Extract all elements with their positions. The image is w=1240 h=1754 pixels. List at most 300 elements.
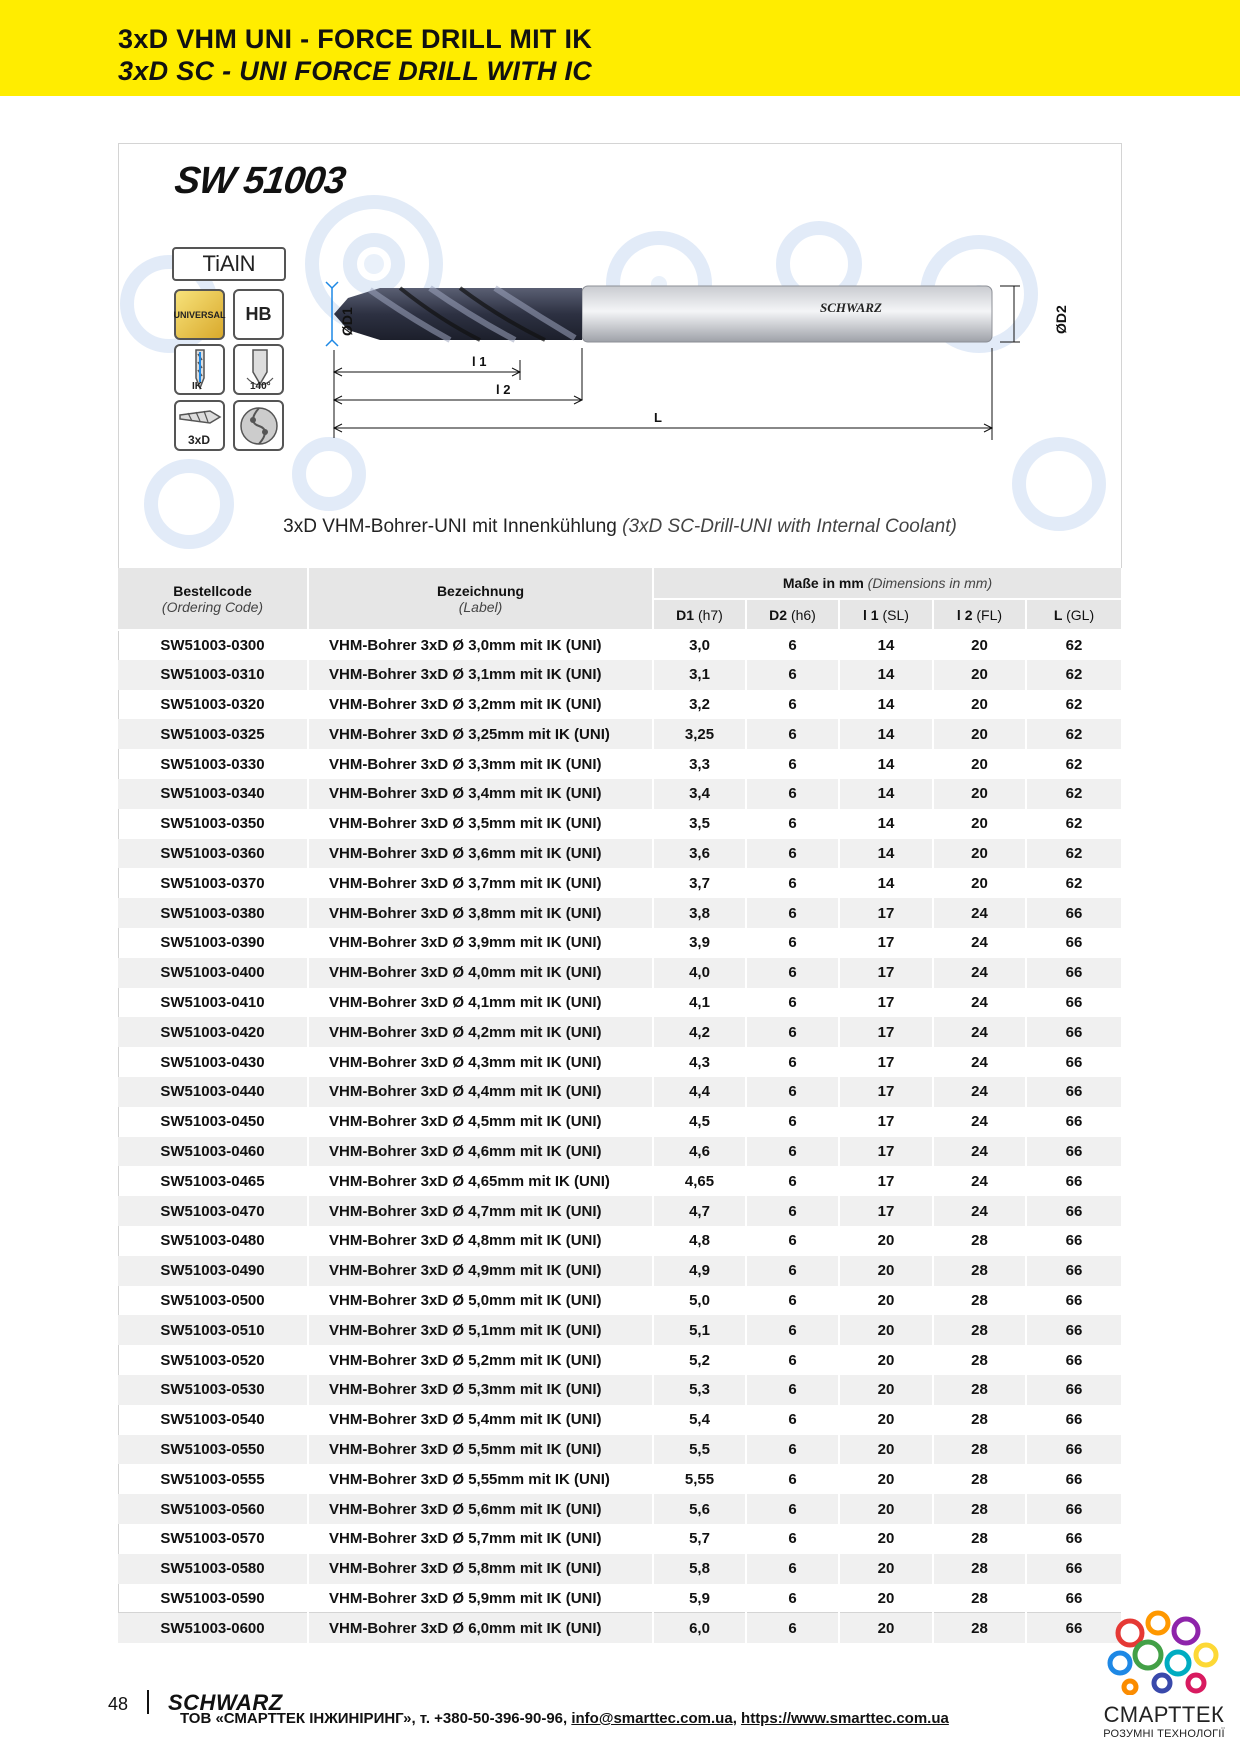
cell-l2: 20 — [933, 839, 1026, 869]
cell-l1: 14 — [839, 719, 933, 749]
cell-d2: 6 — [746, 1435, 839, 1465]
cell-l1: 20 — [839, 1345, 933, 1375]
cell-l: 66 — [1026, 1464, 1122, 1494]
cell-label: VHM-Bohrer 3xD Ø 4,3mm mit IK (UNI) — [308, 1047, 653, 1077]
cell-d1: 5,3 — [653, 1375, 746, 1405]
cell-d1: 4,5 — [653, 1107, 746, 1137]
table-row — [118, 1584, 1122, 1614]
cell-l1: 20 — [839, 1464, 933, 1494]
cell-d2: 6 — [746, 988, 839, 1018]
cell-d1: 3,9 — [653, 928, 746, 958]
cell-d1: 3,1 — [653, 660, 746, 690]
email-link[interactable]: info@smarttec.com.ua — [571, 1710, 733, 1727]
l1-label: l 1 — [472, 354, 487, 369]
cell-code: SW51003-0440 — [118, 1077, 308, 1107]
cell-l1: 14 — [839, 690, 933, 720]
cell-d2: 6 — [746, 1315, 839, 1345]
cell-label: VHM-Bohrer 3xD Ø 5,1mm mit IK (UNI) — [308, 1315, 653, 1345]
cell-l1: 17 — [839, 1166, 933, 1196]
cell-label: VHM-Bohrer 3xD Ø 4,5mm mit IK (UNI) — [308, 1107, 653, 1137]
cell-l: 66 — [1026, 1524, 1122, 1554]
cell-label: VHM-Bohrer 3xD Ø 3,3mm mit IK (UNI) — [308, 749, 653, 779]
cell-d2: 6 — [746, 898, 839, 928]
cell-l1: 20 — [839, 1256, 933, 1286]
cell-l1: 17 — [839, 1047, 933, 1077]
cell-d2: 6 — [746, 1107, 839, 1137]
cell-d2: 6 — [746, 1286, 839, 1316]
page-number: 48 — [108, 1694, 129, 1714]
table-row — [118, 1613, 1122, 1643]
cell-d1: 3,5 — [653, 809, 746, 839]
cell-label: VHM-Bohrer 3xD Ø 3,8mm mit IK (UNI) — [308, 898, 653, 928]
cell-label: VHM-Bohrer 3xD Ø 5,8mm mit IK (UNI) — [308, 1554, 653, 1584]
cell-l: 66 — [1026, 1077, 1122, 1107]
table-row — [118, 1017, 1122, 1047]
column-group-dimensions: Maße in mm (Dimensions in mm) — [653, 568, 1122, 599]
cell-label: VHM-Bohrer 3xD Ø 3,25mm mit IK (UNI) — [308, 719, 653, 749]
cell-l1: 20 — [839, 1494, 933, 1524]
cell-l2: 24 — [933, 898, 1026, 928]
cell-d2: 6 — [746, 779, 839, 809]
cell-l1: 20 — [839, 1435, 933, 1465]
cell-l2: 20 — [933, 809, 1026, 839]
cell-d2: 6 — [746, 1047, 839, 1077]
table-row — [118, 1196, 1122, 1226]
cell-code: SW51003-0380 — [118, 898, 308, 928]
cell-l1: 20 — [839, 1286, 933, 1316]
column-header-l: L (GL) — [1026, 599, 1122, 630]
cell-l: 66 — [1026, 1435, 1122, 1465]
cell-l2: 20 — [933, 660, 1026, 690]
cell-label: VHM-Bohrer 3xD Ø 3,9mm mit IK (UNI) — [308, 928, 653, 958]
cell-d1: 4,1 — [653, 988, 746, 1018]
table-row — [118, 660, 1122, 690]
cell-label: VHM-Bohrer 3xD Ø 5,6mm mit IK (UNI) — [308, 1494, 653, 1524]
cell-l2: 20 — [933, 868, 1026, 898]
page-title-en: 3xD SC - UNI FORCE DRILL WITH IC — [118, 56, 593, 86]
cell-code: SW51003-0555 — [118, 1464, 308, 1494]
table-row — [118, 719, 1122, 749]
cell-code: SW51003-0325 — [118, 719, 308, 749]
cell-label: VHM-Bohrer 3xD Ø 4,6mm mit IK (UNI) — [308, 1137, 653, 1167]
cell-label: VHM-Bohrer 3xD Ø 4,1mm mit IK (UNI) — [308, 988, 653, 1018]
cell-d1: 5,5 — [653, 1435, 746, 1465]
cell-label: VHM-Bohrer 3xD Ø 3,1mm mit IK (UNI) — [308, 660, 653, 690]
l-label: L — [654, 410, 662, 425]
cell-l1: 20 — [839, 1315, 933, 1345]
cell-l: 66 — [1026, 1613, 1122, 1643]
table-row — [118, 898, 1122, 928]
cross-section-icon — [233, 400, 284, 451]
cell-l: 62 — [1026, 660, 1122, 690]
l2-label: l 2 — [496, 382, 511, 397]
cell-l: 66 — [1026, 1196, 1122, 1226]
cell-code: SW51003-0580 — [118, 1554, 308, 1584]
cell-code: SW51003-0430 — [118, 1047, 308, 1077]
hardness-label: HB — [245, 304, 272, 324]
cell-l: 66 — [1026, 898, 1122, 928]
cell-l: 66 — [1026, 1494, 1122, 1524]
cell-code: SW51003-0450 — [118, 1107, 308, 1137]
cell-l2: 20 — [933, 719, 1026, 749]
cell-d2: 6 — [746, 1613, 839, 1643]
table-body — [118, 630, 1122, 1643]
cell-l2: 24 — [933, 928, 1026, 958]
cell-l: 62 — [1026, 868, 1122, 898]
cell-code: SW51003-0410 — [118, 988, 308, 1018]
contact-separator: , — [732, 1710, 742, 1727]
cell-d2: 6 — [746, 868, 839, 898]
cell-label: VHM-Bohrer 3xD Ø 5,2mm mit IK (UNI) — [308, 1345, 653, 1375]
cell-d2: 6 — [746, 928, 839, 958]
cell-code: SW51003-0300 — [118, 630, 308, 660]
cell-code: SW51003-0400 — [118, 958, 308, 988]
cell-l2: 24 — [933, 1137, 1026, 1167]
cell-l2: 28 — [933, 1494, 1026, 1524]
d2-label: ØD2 — [1053, 305, 1069, 334]
cell-d2: 6 — [746, 809, 839, 839]
cell-d1: 5,55 — [653, 1464, 746, 1494]
cell-label: VHM-Bohrer 3xD Ø 5,7mm mit IK (UNI) — [308, 1524, 653, 1554]
table-row — [118, 749, 1122, 779]
column-header-label: Bezeichnung (Label) — [308, 568, 653, 630]
cell-l: 62 — [1026, 690, 1122, 720]
cell-d1: 5,7 — [653, 1524, 746, 1554]
cell-l1: 14 — [839, 809, 933, 839]
cell-d2: 6 — [746, 690, 839, 720]
cell-d1: 3,4 — [653, 779, 746, 809]
cell-code: SW51003-0330 — [118, 749, 308, 779]
table-row — [118, 809, 1122, 839]
cell-l1: 17 — [839, 958, 933, 988]
shank-brand: SCHWARZ — [820, 300, 882, 315]
table-row — [118, 1524, 1122, 1554]
cell-d2: 6 — [746, 1584, 839, 1614]
cell-l1: 20 — [839, 1226, 933, 1256]
cell-label: VHM-Bohrer 3xD Ø 4,65mm mit IK (UNI) — [308, 1166, 653, 1196]
cell-l1: 20 — [839, 1584, 933, 1614]
table-row — [118, 1047, 1122, 1077]
footer-contact — [180, 1710, 949, 1727]
cell-label: VHM-Bohrer 3xD Ø 4,8mm mit IK (UNI) — [308, 1226, 653, 1256]
cell-l: 66 — [1026, 1345, 1122, 1375]
cell-code: SW51003-0600 — [118, 1613, 308, 1643]
cell-d2: 6 — [746, 1375, 839, 1405]
cell-l: 66 — [1026, 928, 1122, 958]
column-header-d2: D2 (h6) — [746, 599, 839, 630]
table-row — [118, 1137, 1122, 1167]
cell-l1: 20 — [839, 1375, 933, 1405]
column-header-l1: l 1 (SL) — [839, 599, 933, 630]
cell-l2: 24 — [933, 1077, 1026, 1107]
cell-l1: 20 — [839, 1613, 933, 1643]
cell-label: VHM-Bohrer 3xD Ø 5,5mm mit IK (UNI) — [308, 1435, 653, 1465]
column-header-code: Bestellcode (Ordering Code) — [118, 568, 308, 630]
cell-l1: 20 — [839, 1554, 933, 1584]
cell-l1: 17 — [839, 988, 933, 1018]
table-row — [118, 1166, 1122, 1196]
cell-d2: 6 — [746, 1524, 839, 1554]
drill-diagram — [320, 268, 1080, 448]
cell-l2: 24 — [933, 1017, 1026, 1047]
cell-l1: 17 — [839, 1137, 933, 1167]
footer-divider — [147, 1690, 149, 1714]
cell-d1: 3,25 — [653, 719, 746, 749]
cell-l2: 28 — [933, 1405, 1026, 1435]
cell-l: 62 — [1026, 839, 1122, 869]
cell-l: 66 — [1026, 1256, 1122, 1286]
cell-l2: 28 — [933, 1345, 1026, 1375]
cell-label: VHM-Bohrer 3xD Ø 5,3mm mit IK (UNI) — [308, 1375, 653, 1405]
cell-d2: 6 — [746, 1137, 839, 1167]
cell-code: SW51003-0390 — [118, 928, 308, 958]
cell-l: 66 — [1026, 1554, 1122, 1584]
cell-d2: 6 — [746, 719, 839, 749]
cell-code: SW51003-0530 — [118, 1375, 308, 1405]
cell-d1: 4,4 — [653, 1077, 746, 1107]
table-row — [118, 1554, 1122, 1584]
cell-l1: 17 — [839, 1196, 933, 1226]
cell-d1: 5,6 — [653, 1494, 746, 1524]
cell-l1: 17 — [839, 1107, 933, 1137]
cell-code: SW51003-0310 — [118, 660, 308, 690]
cell-d2: 6 — [746, 630, 839, 660]
cell-d1: 6,0 — [653, 1613, 746, 1643]
cell-code: SW51003-0370 — [118, 868, 308, 898]
table-row — [118, 958, 1122, 988]
cell-l: 66 — [1026, 958, 1122, 988]
cell-l2: 28 — [933, 1435, 1026, 1465]
product-description — [118, 516, 1122, 538]
cell-d1: 5,4 — [653, 1405, 746, 1435]
cell-code: SW51003-0460 — [118, 1137, 308, 1167]
cell-d2: 6 — [746, 1017, 839, 1047]
cell-d1: 5,8 — [653, 1554, 746, 1584]
cell-d1: 3,6 — [653, 839, 746, 869]
cell-label: VHM-Bohrer 3xD Ø 4,7mm mit IK (UNI) — [308, 1196, 653, 1226]
cell-label: VHM-Bohrer 3xD Ø 4,0mm mit IK (UNI) — [308, 958, 653, 988]
cell-d2: 6 — [746, 1554, 839, 1584]
column-header-l2: l 2 (FL) — [933, 599, 1026, 630]
cell-d1: 4,6 — [653, 1137, 746, 1167]
universal-label: UNIVERSAL — [173, 309, 226, 320]
table-row — [118, 1286, 1122, 1316]
cell-l2: 28 — [933, 1315, 1026, 1345]
cell-l: 66 — [1026, 1375, 1122, 1405]
table-row — [118, 1226, 1122, 1256]
cell-code: SW51003-0560 — [118, 1494, 308, 1524]
cell-l2: 20 — [933, 779, 1026, 809]
cell-code: SW51003-0350 — [118, 809, 308, 839]
cell-l1: 17 — [839, 928, 933, 958]
cell-l2: 24 — [933, 1047, 1026, 1077]
cell-d2: 6 — [746, 839, 839, 869]
cell-d2: 6 — [746, 1196, 839, 1226]
description-en: (3xD SC-Drill-UNI with Internal Coolant) — [622, 516, 957, 537]
cell-d1: 3,2 — [653, 690, 746, 720]
cell-l1: 17 — [839, 1017, 933, 1047]
cell-code: SW51003-0550 — [118, 1435, 308, 1465]
footer-brand: SCHWARZ — [168, 1690, 283, 1715]
cell-l2: 28 — [933, 1554, 1026, 1584]
cell-l1: 17 — [839, 1077, 933, 1107]
cell-l: 62 — [1026, 749, 1122, 779]
table-row — [118, 1464, 1122, 1494]
cell-l2: 28 — [933, 1524, 1026, 1554]
table-row — [118, 839, 1122, 869]
cell-d1: 4,0 — [653, 958, 746, 988]
cell-l2: 28 — [933, 1375, 1026, 1405]
cell-code: SW51003-0490 — [118, 1256, 308, 1286]
cell-d1: 3,3 — [653, 749, 746, 779]
cell-label: VHM-Bohrer 3xD Ø 6,0mm mit IK (UNI) — [308, 1613, 653, 1643]
cell-d1: 3,0 — [653, 630, 746, 660]
description-de: 3xD VHM-Bohrer-UNI mit Innenkühlung — [283, 516, 617, 537]
smarttec-gears-logo-icon — [1100, 1605, 1226, 1695]
cell-l1: 20 — [839, 1524, 933, 1554]
cell-l1: 14 — [839, 630, 933, 660]
cell-l: 66 — [1026, 1584, 1122, 1614]
cell-label: VHM-Bohrer 3xD Ø 4,9mm mit IK (UNI) — [308, 1256, 653, 1286]
ik-label: IK — [192, 381, 202, 392]
cell-code: SW51003-0570 — [118, 1524, 308, 1554]
cell-code: SW51003-0340 — [118, 779, 308, 809]
cell-d1: 4,65 — [653, 1166, 746, 1196]
cell-l: 62 — [1026, 779, 1122, 809]
cell-d1: 4,9 — [653, 1256, 746, 1286]
cell-l2: 20 — [933, 749, 1026, 779]
cell-l2: 20 — [933, 690, 1026, 720]
cell-l1: 14 — [839, 660, 933, 690]
cell-l: 66 — [1026, 1047, 1122, 1077]
cell-label: VHM-Bohrer 3xD Ø 5,0mm mit IK (UNI) — [308, 1286, 653, 1316]
cell-d2: 6 — [746, 660, 839, 690]
cell-l: 66 — [1026, 1107, 1122, 1137]
cell-l2: 28 — [933, 1464, 1026, 1494]
cell-code: SW51003-0510 — [118, 1315, 308, 1345]
cell-d2: 6 — [746, 1077, 839, 1107]
cell-d2: 6 — [746, 1464, 839, 1494]
table-row — [118, 779, 1122, 809]
cell-code: SW51003-0320 — [118, 690, 308, 720]
cell-code: SW51003-0470 — [118, 1196, 308, 1226]
product-code: SW 51003 — [172, 160, 348, 202]
cell-l: 66 — [1026, 1405, 1122, 1435]
cell-d1: 4,7 — [653, 1196, 746, 1226]
cell-l2: 24 — [933, 988, 1026, 1018]
coating-badge: TiAlN — [172, 247, 286, 281]
cell-l: 66 — [1026, 1315, 1122, 1345]
cell-code: SW51003-0500 — [118, 1286, 308, 1316]
table-row — [118, 1107, 1122, 1137]
cell-l2: 24 — [933, 1196, 1026, 1226]
cell-l: 66 — [1026, 1017, 1122, 1047]
cell-d1: 4,3 — [653, 1047, 746, 1077]
cell-l2: 24 — [933, 1166, 1026, 1196]
cell-label: VHM-Bohrer 3xD Ø 3,0mm mit IK (UNI) — [308, 630, 653, 660]
cell-l2: 28 — [933, 1613, 1026, 1643]
cell-d1: 5,1 — [653, 1315, 746, 1345]
table-row — [118, 1435, 1122, 1465]
cell-code: SW51003-0465 — [118, 1166, 308, 1196]
depth-label: 3xD — [188, 433, 211, 447]
cell-l: 62 — [1026, 809, 1122, 839]
table-row — [118, 630, 1122, 660]
partner-logo-tagline: РОЗУМНІ ТЕХНОЛОГІЇ — [1103, 1728, 1225, 1740]
table-row — [118, 868, 1122, 898]
cell-l: 62 — [1026, 630, 1122, 660]
table-row — [118, 928, 1122, 958]
cell-l2: 28 — [933, 1286, 1026, 1316]
cell-d1: 5,2 — [653, 1345, 746, 1375]
cell-label: VHM-Bohrer 3xD Ø 4,4mm mit IK (UNI) — [308, 1077, 653, 1107]
cell-l: 66 — [1026, 988, 1122, 1018]
cell-d1: 5,0 — [653, 1286, 746, 1316]
cell-l1: 17 — [839, 898, 933, 928]
cell-l: 66 — [1026, 1166, 1122, 1196]
partner-logo-name: СМАРТТЕК — [1103, 1702, 1225, 1727]
cell-l2: 24 — [933, 958, 1026, 988]
cell-code: SW51003-0520 — [118, 1345, 308, 1375]
universal-material-icon — [174, 289, 225, 340]
cell-code: SW51003-0360 — [118, 839, 308, 869]
cell-code: SW51003-0420 — [118, 1017, 308, 1047]
cell-label: VHM-Bohrer 3xD Ø 5,55mm mit IK (UNI) — [308, 1464, 653, 1494]
cell-l: 66 — [1026, 1226, 1122, 1256]
cell-d2: 6 — [746, 1405, 839, 1435]
cell-l2: 24 — [933, 1107, 1026, 1137]
cell-l1: 14 — [839, 749, 933, 779]
cell-l2: 20 — [933, 630, 1026, 660]
cell-l: 66 — [1026, 1286, 1122, 1316]
cell-label: VHM-Bohrer 3xD Ø 3,5mm mit IK (UNI) — [308, 809, 653, 839]
page-title-de: 3xD VHM UNI - FORCE DRILL MIT IK — [118, 24, 593, 54]
table-row — [118, 1405, 1122, 1435]
cell-d1: 5,9 — [653, 1584, 746, 1614]
cell-l: 66 — [1026, 1137, 1122, 1167]
cell-d2: 6 — [746, 1256, 839, 1286]
cell-code: SW51003-0480 — [118, 1226, 308, 1256]
cell-l1: 14 — [839, 839, 933, 869]
cell-l1: 20 — [839, 1405, 933, 1435]
cell-l2: 28 — [933, 1584, 1026, 1614]
cell-d1: 3,8 — [653, 898, 746, 928]
table-row — [118, 1345, 1122, 1375]
cell-d2: 6 — [746, 1494, 839, 1524]
cell-label: VHM-Bohrer 3xD Ø 3,4mm mit IK (UNI) — [308, 779, 653, 809]
column-header-d1: D1 (h7) — [653, 599, 746, 630]
product-table — [118, 568, 1123, 1643]
cell-d2: 6 — [746, 1226, 839, 1256]
cell-d2: 6 — [746, 1166, 839, 1196]
table-row — [118, 1256, 1122, 1286]
table-row — [118, 988, 1122, 1018]
table-row — [118, 1375, 1122, 1405]
cell-d2: 6 — [746, 958, 839, 988]
cell-code: SW51003-0590 — [118, 1584, 308, 1614]
cell-label: VHM-Bohrer 3xD Ø 5,4mm mit IK (UNI) — [308, 1405, 653, 1435]
table-row — [118, 690, 1122, 720]
cell-l2: 28 — [933, 1226, 1026, 1256]
hardness-icon — [233, 289, 284, 340]
cell-d1: 4,8 — [653, 1226, 746, 1256]
cell-l1: 14 — [839, 868, 933, 898]
table-row — [118, 1494, 1122, 1524]
cell-code: SW51003-0540 — [118, 1405, 308, 1435]
cell-d2: 6 — [746, 1345, 839, 1375]
website-link[interactable]: https://www.smarttec.com.ua — [741, 1710, 949, 1727]
cell-label: VHM-Bohrer 3xD Ø 4,2mm mit IK (UNI) — [308, 1017, 653, 1047]
